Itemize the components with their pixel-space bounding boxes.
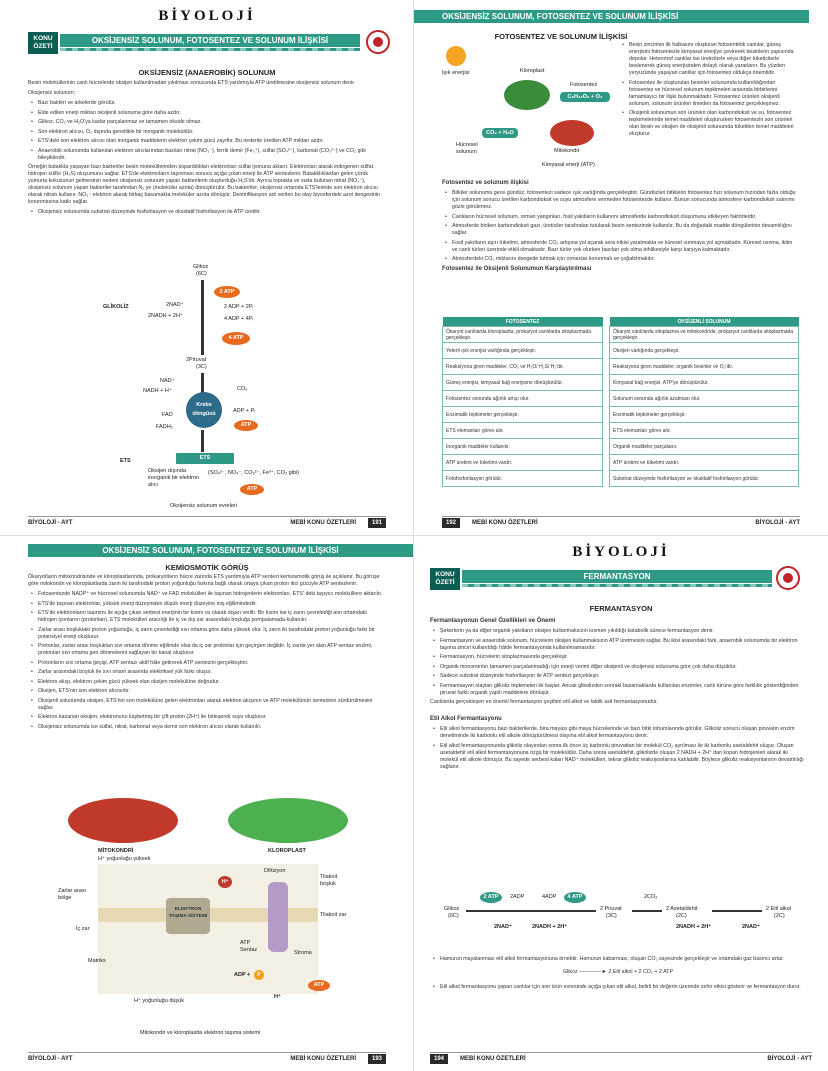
atp-circle: 2 ATP bbox=[214, 286, 240, 298]
footer-series: MEBİ KONU ÖZETLERİ bbox=[290, 520, 356, 526]
atp-circle: ATP bbox=[308, 980, 330, 991]
meb-seal-icon bbox=[366, 30, 390, 54]
co2-label: CO₂ bbox=[237, 386, 248, 392]
nad-label: NAD⁺ bbox=[160, 378, 175, 384]
paragraph: Canlılarda gerçekleşen en önemli fermantasyon çeşitleri etil alkol ve laktik asit fermantasyonudur. bbox=[430, 699, 658, 705]
chloroplast-label: KLOROPLAST bbox=[268, 848, 306, 854]
ets-block: ELEKTRON TAŞIMA SİSTEMİ bbox=[166, 898, 210, 934]
atp-synthase-icon bbox=[268, 882, 288, 952]
nadh-label: 2NADH + 2H⁺ bbox=[532, 924, 568, 930]
list-item: • Elektron akışı, elektron çekim gücü yüksek olan oksijen molekülüne doğrudur. bbox=[38, 679, 385, 686]
list-item: • Zarlar arasındaki boşluk ile sıvı ortam arasında elektriksel yük farkı oluşur. bbox=[38, 669, 385, 676]
list-item: • Hamurun mayalanması etil alkol fermantasyonuna örnektir. Hamurun kabarması, oluşan CO₂ sayesinde gerçekleşir ve ortamdaki gaz basıncı artar. bbox=[440, 956, 806, 963]
page-194 bbox=[414, 536, 828, 1071]
proton-label: H⁺ bbox=[274, 994, 281, 1000]
mitochondria-label: MİTOKONDRİ bbox=[98, 848, 134, 854]
table-row: Ökaryot canlılarda kloroplastta, prokaryot canlılarda sitoplazmada gerçekleşir. Ökaryot canlılarda sitoplazma ve mitokondride, prokaryot canlılarda sitoplazmada gerçekleşir. bbox=[443, 327, 799, 343]
products-box: C₆H₁₂O₆ + O₂ bbox=[560, 92, 610, 102]
footer-series: MEBİ KONU ÖZETLERİ bbox=[460, 1056, 526, 1062]
list-item: • Protonların sıvı ortama geçişi, ATP sentazı aktif hâle getirerek ATP sentezini gerçekleştirir. bbox=[38, 660, 385, 667]
list-item: • Protonlar, zarlar arası boşluktan sıvı ortama dönme eğilimde olsa da iç zar protonlar için geçirgen değildir. İç zarda yer alan ATP sentaz enzimi, protonları sıvı ortama geri dönmelerini sağlayan bir kanal oluşturur. bbox=[38, 643, 385, 657]
adp-label: 4ADP bbox=[542, 894, 557, 900]
table-row: ETS elemanları görev alır. ETS elemanları görev alır. bbox=[443, 423, 799, 439]
arrow bbox=[632, 910, 662, 912]
piruvat-label: 2 Piruvat bbox=[600, 906, 622, 912]
photosynthesis-respiration-diagram bbox=[442, 42, 612, 172]
footer-left: BİYOLOJİ - AYT bbox=[28, 520, 73, 526]
table-row: Fotofosforilasyon görülür. Substrat düzeyinde fosforilasyon ve oksidatif fosforilasyon görülür. bbox=[443, 471, 799, 487]
acceptor-list: (SO₄²⁻, NO₃⁻, CO₃²⁻, Fe³⁺, CO₂ gibi) bbox=[208, 470, 300, 476]
atp-circle: 4 ATP bbox=[222, 332, 250, 345]
body-text bbox=[442, 178, 799, 276]
diagram-caption: Oksijensiz solunum evreleri bbox=[170, 503, 237, 509]
list-item: • Atmosferdeki CO₂ miktarını dengede tutmak için ormanlar korunmalı ve çoğaltılmalıdır. bbox=[452, 256, 799, 263]
adp-label: ADP + bbox=[234, 972, 251, 978]
ethanol-carbon-label: (2C) bbox=[774, 913, 785, 919]
glikoliz-arrow bbox=[201, 280, 204, 355]
list-item: • Canlıların hücresel solunum, orman yangınları, fosil yakıtların kullanımı atmosferde karbondioksit oluşumunu etkileyen faktörlerdir. bbox=[452, 214, 799, 221]
page-number: 194 bbox=[430, 1054, 448, 1064]
adp-label: 2ADP bbox=[510, 894, 525, 900]
glikoz-carbon-label: (6C) bbox=[196, 271, 207, 277]
mitochondria-icon bbox=[68, 798, 178, 843]
table-header: OKSİJENLİ SOLUNUM bbox=[610, 317, 799, 327]
acetaldehyde-carbon-label: (2C) bbox=[676, 913, 687, 919]
list-item: • Fosil yakıtların aşırı tüketimi, atmosferde CO₂ artışına yol açarak sera etkisi yaratmakta ve küresel ısınmaya yol açmaktadır. Küresel ısınma, iklim ve canlı türleri üzerinde etkili olmaktadır. Bazı türler yok olurken bazıları yok olma tehlikesiyle karşı karşıya kalmaktadır. bbox=[452, 240, 799, 254]
nadh-label: 2NADH + 2H⁺ bbox=[676, 924, 712, 930]
list-item: • Fermantasyon ve anaerobik solunum, hücrelerin oksijen kullanmaksızın ATP üretmesini sağlar. Bu ikisi arasındaki fark, anaerobik solunumda bir elektron taşıma zinciri kullanıldığı hâlde fermantasyonda kullanılmamasıdır. bbox=[440, 638, 806, 652]
piruvat-carbon-label: (3C) bbox=[606, 913, 617, 919]
adp-label: 2 ADP + 2Pᵢ bbox=[224, 304, 254, 310]
intro-paragraph: Ökaryotların mitokondrisinde ve kloroplastlarında, prokaryotların hücre zarında ETS yardımıyla ATP sentezi kemiosmotik görüş ile açıklanır. Bu görüşe göre mitokondri ve kloroplastlarda zarın iki tarafındaki proton yoğunluğu farkına bağlı olarak ortaya çıkan proton itici gücüyle ATP sentezlenir. bbox=[28, 574, 380, 587]
list-item: • Fermantasyon, hücrelerin sitoplazmasında gerçekleşir. bbox=[440, 654, 806, 661]
section-heading: FERMANTASYON bbox=[589, 604, 653, 613]
konu-ozeti-badge: KONU ÖZETİ bbox=[430, 568, 460, 590]
glikoz-label: Glikoz bbox=[444, 906, 460, 912]
list-item: • Elektron kazanan oksijen, elektronunu kaybetmiş bir çift proton (2H⁺) ile birleşerek suyu oluşturur. bbox=[38, 714, 385, 721]
list-item: • Oksijen, ETS'nin son elektron alıcısıdır. bbox=[38, 688, 385, 695]
list-item: • Etil alkol fermantasyonunda glikoliz olayından sonra ilk önce üç karbonlu piruvattan bir molekül CO₂ ayrılması ile iki karbonlu asetaldehit oluşur. Oluşan asetaldehit etil alkol fermantasyonuna özgü bir moleküldür. Daha sonra asetaldehit, glikolizde oluşan 2 NADH + 2H⁺ dan kopan hidrojenleri alarak iki molekül etil alkole dönüşür. Bu sayede serbest kalan NAD⁺ molekülleri, tekrar glikoliz reaksiyonlarına katılabilir. Böylece glikoliz reaksiyonlarının devamlılığı sağlanır. bbox=[440, 743, 806, 771]
list-item: • Organik monomerler tamamen parçalanmadığı için enerji verimi diğer oksijenli ve oksijensiz solunuma göre çok daha düşüktür. bbox=[440, 664, 806, 671]
chapter-title-bar: FERMANTASYON bbox=[462, 570, 772, 583]
ets-label: ETS bbox=[120, 458, 131, 464]
reactants-box: CO₂ + H₂O bbox=[482, 128, 518, 138]
chemical-energy-label: Kimyasal enerji (ATP) bbox=[542, 162, 595, 168]
body-text bbox=[430, 616, 806, 773]
list-item: • Bitkiler solunumu gece gündüz, fotosentezi sadece ışık varlığında gerçekleştirir. Gündüzleri bitkilerin fotosentez hızı solunum hızından fazla olduğu için solunum sonucu üretilen karbondioksit ve suyu atmosfere vermeden fotosentezde kullanır. Bunun sonucunda atmosfere karbondioksit salınımı gözle görülemez. bbox=[452, 190, 799, 211]
example-paragraph: Örneğin batakkta yaşayan bazı bakteriler besin moleküllerinden koparddıkları elektronları sülfat iyonuna aktarır. Elektronları alarak indirgenen sülfat, hidrojen sülfür (H₂S) oluşumunu sağlar. ETS'de elektronların taşınması sonucu açığa çıkan enerji ile ATP sentezlenir. Batakklıklardan gelen çürük yumurta kokusunun gelmesinin nedeni oksijensiz solunum yapan bakterilerin oluşturduğu H₂S'dir. Ayrıca toprakta ve suda bulunan nitrat (NO₃⁻), oksijensiz solunum yapan bakteriler tarafından N₂ ye (moleküler azota) dönüştürülür. Bu bakteriler, oksijensiz ortamda ETS'lerinde son elektron alıcısı olarak nitratı kullanır. NO₃⁻ elektron alarak birkaç basamakta moleküler azota dönüşür. Denitrifikasyon adı verilen bu olay biyosferdeki azot dengesinin korunmasına katkı sağlar. bbox=[28, 164, 381, 205]
piruvat-label: 2Piruvat bbox=[186, 357, 207, 363]
thylakoid-space-label: Tilakoit boşluk bbox=[320, 874, 338, 887]
table-row: ATP üretimi ve tüketimi vardır. ATP üretimi ve tüketimi vardır. bbox=[443, 455, 799, 471]
nad-label: 2NAD⁺ bbox=[166, 302, 184, 308]
mitochondria-label: Mitokondri bbox=[554, 148, 580, 154]
nadh-label: 2NADH + 2H⁺ bbox=[148, 313, 183, 319]
diagram-caption: Mitokondri ve kloroplastta elektron taşıma sistemi bbox=[140, 1030, 261, 1036]
acceptor-label: Oksijen dışında inorganik bir elektron alıcı bbox=[148, 468, 200, 488]
title-stripe bbox=[462, 584, 772, 587]
table-row: İnorganik maddeler kullanılır. Organik maddeler parçalanır. bbox=[443, 439, 799, 455]
meb-seal-icon bbox=[776, 566, 800, 590]
page-192 bbox=[414, 0, 828, 535]
chapter-title-bar: OKSİJENSİZ SOLUNUM, FOTOSENTEZ VE SOLUNUM İLİŞKİSİ bbox=[60, 34, 360, 47]
glikoz-label: Glikoz bbox=[193, 264, 209, 270]
piruvat-carbon-label: (3C) bbox=[196, 364, 207, 370]
comparison-table bbox=[442, 317, 799, 487]
list-item: • Oksijensiz solunumda substrat düzeyinde fosforilasyon ve oksidatif fosforilasyon ile ATP üretilir. bbox=[38, 209, 383, 216]
chapter-title-bar: OKSİJENSİZ SOLUNUM, FOTOSENTEZ VE SOLUNUM İLİŞKİSİ bbox=[28, 544, 413, 557]
list-item: • ETS'deki son elektron alıcısı olan inorganik maddelerin elektron çekim gücü zayıftır. Bu nedenle üretilen ATP miktarı azdır. bbox=[38, 138, 383, 145]
subheading: Fotosentez ve solunum ilişkisi bbox=[442, 180, 529, 186]
diffusion-label: Difüzyon bbox=[264, 868, 286, 874]
atp-circle: 4 ATP bbox=[564, 892, 586, 903]
atp-circle: ATP bbox=[240, 484, 264, 495]
intro-paragraph: Besin moleküllerinin canlı hücrelerde oksijen kullanılmadan yıkılması sonucunda ETS yardımıyla ATP üretilmesine oksijensiz solunum denir. bbox=[28, 80, 356, 86]
sun-icon bbox=[446, 46, 466, 66]
list-item: • ETS'de taşınan elektronlar, yüksek enerji düzeyinden düşük enerji düzeyine iniş eğilimindedir. bbox=[38, 601, 385, 608]
high-concentration-label: H⁺ yoğunluğu yüksek bbox=[98, 856, 151, 862]
matrix-label: Matriks bbox=[88, 958, 106, 964]
list-item: • Elde edilen enerji miktarı oksijenli solunuma göre daha azdır. bbox=[38, 110, 383, 117]
anaerobic-diagram bbox=[0, 260, 414, 510]
subject-title: BİYOLOJİ bbox=[572, 544, 670, 560]
ethanol-label: 2 Etil alkol bbox=[766, 906, 792, 912]
table-row: Reaksiyona giren maddeler, CO₂ ve H₂O/ H₂S/ H₂'dir. Reaksiyona giren maddeler, organik besinler ve O₂'dir. bbox=[443, 359, 799, 375]
co2-label: 2CO₂ bbox=[644, 894, 658, 900]
list-item: • Son elektron alıcısı, O₂ dışında genellikle bir inorganik moleküldür. bbox=[38, 129, 383, 136]
atp-circle: ATP bbox=[234, 420, 258, 431]
section-heading: KEMİOSMOTİK GÖRÜŞ bbox=[165, 563, 249, 572]
footer-series: MEBİ KONU ÖZETLERİ bbox=[472, 520, 538, 526]
list-item: • Şekerlerin ya da diğer organik yakıtların oksijen kullanmaksızın kısmen yıkıldığı katabolik sürece fermantasyon denir. bbox=[440, 628, 806, 635]
list-item: • ETS'de elektronların taşınımı ile açığa çıkan serbest enerjinin bir kısmı ısı olarak dışarı verilir. Bir kısmı ise iç zarın çevrelediği alın ortamdaki hidrojen iyonlarını (protonları), ETS molekülleri aracılığı ile iç ve dış zar arasındaki boşluğa pompalamada kullanılır. bbox=[38, 610, 385, 624]
konu-ozeti-badge: KONU ÖZETİ bbox=[28, 32, 58, 54]
respiration-label: Hücresel solunum bbox=[456, 142, 478, 155]
body-text bbox=[28, 80, 383, 219]
body-text bbox=[28, 574, 385, 733]
list-item: • Besin zincirinin ilk halkasını oluşturan fotosentetik canlılar, güneş enerjisini fotosentezle kimyasal enerjiye çevirerek besinlerin yapısında depolar. Heterotrof canlılar ise üreticilerle veya diğer tüketicilerle beslenerek güneş enerjisinden dolaylı olarak yararlanır. Bu yüzden yeryüzünde yaşayan canlılar için fotosentez oldukça önemlidir. bbox=[629, 42, 799, 77]
list-item: • Etil alkol fermantasyonu bazı bakterilerde, bira mayası gibi maya hücrelerinde ve bazı bitki tohumlarında görülür. Glikoliz sonucu oluşan piruvatın enzim denetiminde iki karbonlu etil alkole dönüştürülmesi olayına etil alkol fermantasyonu denir. bbox=[440, 726, 806, 740]
arrow bbox=[201, 430, 204, 452]
ets-diagram bbox=[58, 798, 358, 1044]
adp-label: 4 ADP + 4Pᵢ bbox=[224, 316, 254, 322]
arrow bbox=[466, 910, 596, 912]
glikoz-carbon-label: (6C) bbox=[448, 913, 459, 919]
chapter-title-bar: OKSİJENSİZ SOLUNUM, FOTOSENTEZ VE SOLUNUM İLİŞKİSİ bbox=[414, 10, 809, 23]
inner-membrane-label: İç zar bbox=[76, 926, 90, 932]
subject-title: BİYOLOJİ bbox=[158, 8, 256, 24]
stroma-label: Stroma bbox=[294, 950, 312, 956]
footer-left: BİYOLOJİ - AYT bbox=[28, 1056, 73, 1062]
photosynthesis-label: Fotosentez bbox=[570, 82, 598, 88]
list-item: • Etil alkol fermantasyonu yapan canlılar için son ürün evresinde açığa çıkan etil alkol, belirli bir değerin üzerinde zehir etkisi gösterir ve fermantasyon durur. bbox=[440, 984, 806, 991]
glikoliz-label: GLİKOLİZ bbox=[103, 304, 129, 310]
thylakoid-membrane-label: Tilakoit zar bbox=[320, 912, 347, 918]
table-row: Enzimatik tepkimeler gerçekleşir. Enzimatik tepkimeler gerçekleşir. bbox=[443, 407, 799, 423]
mitochondria-icon bbox=[550, 120, 594, 146]
list-item: • Oksijenli solunumun son ürünleri olan karbondioksit ve su, fotosentez tepkimelerinde temel maddeleri oluştururken fotosentezin son ürünleri olan besin ve oksijen de oksijenli solunumda tüketilen temel maddeleri oluşturur. bbox=[629, 110, 799, 138]
footer-left: BİYOLOJİ - AYT bbox=[767, 1056, 812, 1062]
list-item: • Glikoz, CO₂ ve H₂O'ya kadar parçalanmaz ve tamamen okside olmaz. bbox=[38, 119, 383, 126]
arrow bbox=[201, 373, 204, 393]
intermembrane-label: Zarlar arası bölge bbox=[58, 888, 87, 901]
list-item: • Fermantasyon olayları glikoliz tepkimeleri ile başlar. Ancak glikolizden sonraki basamaklarda kullanılan enzimler, canlı türüne göre farklılık gösterdiğinden piruvat farklı organik yapılı maddelere dönüşür. bbox=[440, 683, 806, 697]
light-label: Işık enerjisi bbox=[442, 70, 470, 76]
fadh-label: FADH₂ bbox=[156, 424, 173, 430]
nad-label: 2NAD⁺ bbox=[494, 924, 512, 930]
table-row: Güneş enerjisi, kimyasal bağ enerjisine dönüştürülür. Kimyasal bağ enerjisi, ATP'ye dönüştürülür. bbox=[443, 375, 799, 391]
fermentation-diagram bbox=[444, 892, 804, 940]
page-number: 193 bbox=[368, 1054, 386, 1064]
footer-left: BİYOLOJİ - AYT bbox=[755, 520, 800, 526]
list-item: • Atmosferde biriken karbondioksit gazı, üreticiler tarafından tutularak besin sentezinde kullanılır. Bu da doğadaki madde döngülerinin devamlılığını sağlar. bbox=[452, 223, 799, 237]
list-heading: Oksijensiz solunum; bbox=[28, 90, 76, 96]
section-heading: FOTOSENTEZ VE SOLUNUM İLİŞKİSİ bbox=[494, 32, 628, 41]
list-item: • Sadece substrat düzeyinde fosforilasyon ile ATP sentezi gerçekleşir. bbox=[440, 673, 806, 680]
acetaldehyde-label: 2 Asetaldehit bbox=[666, 906, 698, 912]
footer bbox=[28, 1052, 386, 1065]
property-list bbox=[28, 100, 383, 162]
list-item: • Zarlar arası boşluktaki proton yoğunluğu, iç zarın çevrelediği sıvı ortama göre daha yüksek olur. İç zarın iki tarafındaki proton yoğunluğu farkı bir potansiyel enerji oluşturur. bbox=[38, 627, 385, 641]
table-header: FOTOSENTEZ bbox=[443, 317, 603, 327]
footer bbox=[442, 516, 800, 529]
adp-label: ADP + Pᵢ bbox=[233, 408, 256, 414]
arrow bbox=[712, 910, 762, 912]
footer bbox=[28, 516, 386, 529]
list-item: • Fotosentez ile oluşturulan besinler solunumda kullanıldığından fotosentez ve hücresel solunum tepkimeleri arasında birbirlerini tamamlayıcı bir ilişki bulunmaktadır. Fotosentez ürünleri oksijenli solunum, solunum ürünleri ilmeden da fotosentez gerçekleşmez. bbox=[629, 80, 799, 108]
page-number: 191 bbox=[368, 518, 386, 528]
subheading: Fermantasyonun Genel Özellikleri ve Önemi bbox=[430, 618, 556, 624]
table-row: Fotosentez sonunda ağırlık artışı olur. Solunum sonunda ağırlık azalması olur. bbox=[443, 391, 799, 407]
list-item: • Bazı bakteri ve arkelerde görülür. bbox=[38, 100, 383, 107]
atp-circle: 2 ATP bbox=[480, 892, 502, 903]
low-concentration-label: H⁺ yoğunluğu düşük bbox=[134, 998, 184, 1004]
list-item: • Fotosentezde NADP⁺ ve hücresel solunumda NAD⁺ ve FAD molekülleri ile taşınan hidrojenlerin elektronları, ETS' deki taşıyıcı moleküllere aktarılır. bbox=[38, 591, 385, 598]
table-row: Yeterli ışık enerjisi varlığında gerçekleşir. Oksijen varlığında gerçekleşir. bbox=[443, 343, 799, 359]
side-text bbox=[619, 42, 799, 141]
nad-label: 2NAD⁺ bbox=[742, 924, 760, 930]
phosphate-icon: P bbox=[254, 970, 264, 980]
chloroplast-icon bbox=[228, 798, 348, 843]
atp-synthase-label: ATP Sentaz bbox=[240, 940, 258, 953]
chloroplast-icon bbox=[504, 80, 550, 110]
proton-icon: H⁺ bbox=[218, 876, 232, 888]
fad-label: FAD bbox=[162, 412, 173, 418]
subheading: Fotosentez ile Oksijenli Solunumun Karşılaştırılması bbox=[442, 265, 592, 272]
page-number: 192 bbox=[442, 518, 460, 528]
title-stripe bbox=[60, 48, 360, 51]
list-item: • Oksijenli solunumda oksijen, ETS'nin son molekülüne gelen elektronları alarak elektron akışının ve ATP molekülünün sentezinin sürdürülmesini sağlar. bbox=[38, 698, 385, 712]
list-item: • Anaerobik solunumda kullanılan elektron alıcılarından bazıları nitrat (NO₃⁻), ferrik demir (Fe₃⁺), sülfat (SO₄²⁻), karbonat (CO₃²⁻) ve CO₂ gibi bileşiklerdir. bbox=[38, 148, 383, 162]
chloroplast-label: Kloroplast bbox=[520, 68, 545, 74]
footer-series: MEBİ KONU ÖZETLERİ bbox=[290, 1056, 356, 1062]
list-item: • Oksijensiz solunumda ise sülfat, nitrat, karbonat veya demir son elektron alıcısı olarak kullanılır. bbox=[38, 724, 385, 731]
page-193 bbox=[0, 536, 414, 1071]
nadh-label: NADH + H⁺ bbox=[143, 388, 172, 394]
ets-box: ETS bbox=[176, 453, 234, 464]
subheading: Etil Alkol Fermantasyonu bbox=[430, 716, 502, 722]
section-heading: OKSİJENSİZ (ANAEROBİK) SOLUNUM bbox=[138, 68, 276, 77]
krebs-cycle: Krebs döngüsü bbox=[186, 392, 222, 428]
page-191 bbox=[0, 0, 414, 535]
body-text-lower bbox=[430, 956, 806, 994]
equation: Glikoz ──────► 2 Etil alkol + 2 CO₂ + 2 ATP bbox=[562, 969, 674, 975]
footer bbox=[430, 1052, 812, 1065]
